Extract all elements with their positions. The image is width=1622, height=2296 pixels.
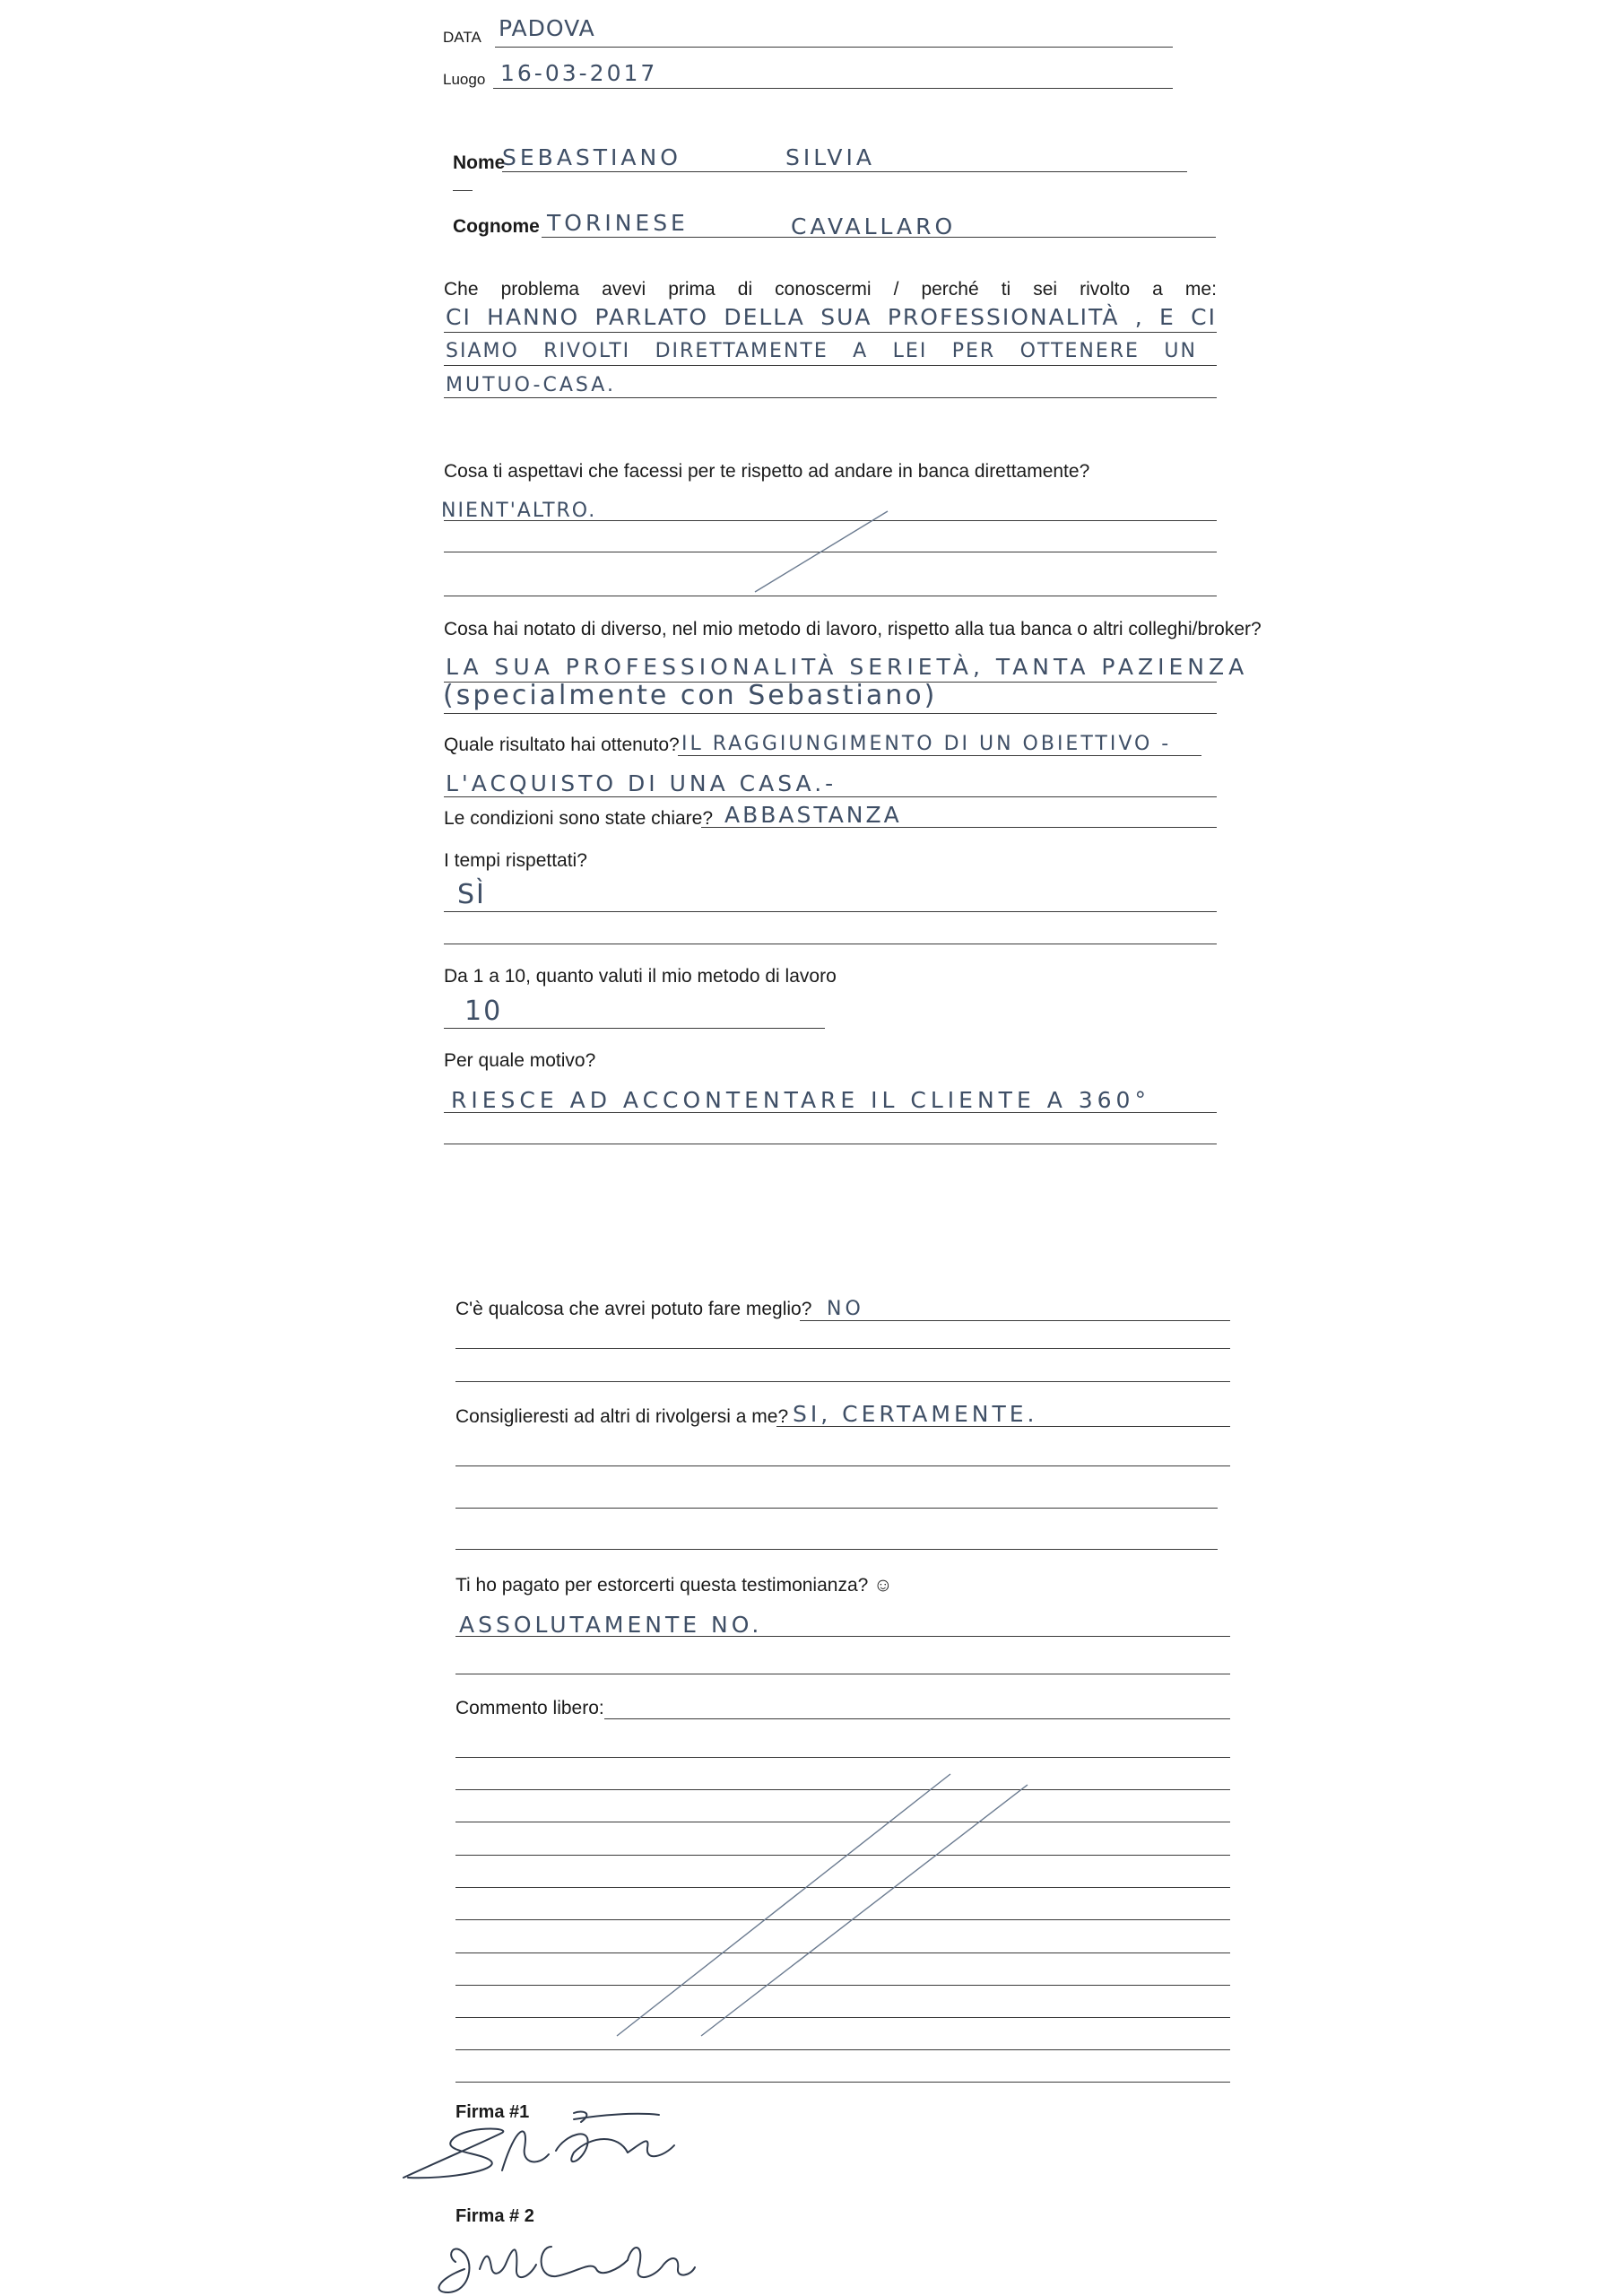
problem-a-word: CI [1191, 304, 1217, 330]
luogo-label: Luogo [443, 71, 486, 88]
cognome-value-1: TORINESE [547, 210, 689, 236]
problem-a-word: , [1134, 304, 1144, 330]
rating-question: Da 1 a 10, quanto valuti il mio metodo di lavoro [444, 966, 837, 987]
nome-value-1: SEBASTIANO [502, 144, 681, 170]
different-answer-2: (specialmente con Sebastiano) [443, 680, 938, 711]
strike-line [617, 1774, 950, 2036]
paid-question: Ti ho pagato per estorcerti questa testimonianza? ☺ [455, 1575, 893, 1596]
problem-a-word: PER [951, 340, 996, 362]
conditions-question: Le condizioni sono state chiare? [444, 808, 714, 829]
result-answer-1: IL RAGGIUNGIMENTO DI UN OBIETTIVO - [681, 733, 1172, 755]
problem-a-word: SIAMO [446, 340, 519, 362]
problem-q-word: ti [1001, 279, 1011, 300]
strike-line [701, 1785, 1028, 2036]
result-question: Quale risultato hai ottenuto? [444, 735, 680, 755]
cognome-label: Cognome [453, 216, 540, 237]
problem-a-word: OTTENERE [1019, 340, 1140, 362]
strike-line [755, 511, 888, 592]
data-label: DATA [443, 29, 481, 46]
problem-a-word: A [853, 340, 869, 362]
expect-answer: NIENT'ALTRO. [441, 500, 597, 522]
problem-a-word: E [1159, 304, 1175, 330]
problem-a-word: SUA [820, 304, 872, 330]
problem-a-word: DELLA [724, 304, 805, 330]
cognome-value-2: CAVALLARO [791, 213, 957, 239]
nome-label: Nome [453, 152, 506, 173]
problem-a-word: PROFESSIONALITÀ [887, 304, 1120, 330]
recommend-answer: SI, CERTAMENTE. [793, 1401, 1038, 1427]
luogo-value: 16-03-2017 [500, 60, 658, 86]
problem-a-word: UN [1164, 340, 1197, 362]
problem-q-word: perché [921, 279, 979, 300]
problem-q-word: problema [500, 279, 580, 300]
data-value: PADOVA [499, 15, 595, 41]
problem-q-word: Che [444, 279, 479, 300]
expect-question: Cosa ti aspettavi che facessi per te rispetto ad andare in banca direttamente? [444, 461, 1090, 482]
rating-answer: 10 [464, 996, 503, 1027]
comment-label: Commento libero: [455, 1698, 604, 1718]
problem-q-word: a [1152, 279, 1163, 300]
times-answer: SÌ [457, 879, 486, 910]
problem-q-word: prima [668, 279, 716, 300]
problem-q-word: / [893, 279, 899, 300]
better-question: C'è qualcosa che avrei potuto fare meglio? [455, 1299, 812, 1319]
conditions-answer: ABBASTANZA [724, 802, 902, 828]
problem-a-word: PARLATO [594, 304, 709, 330]
problem-q-word: conoscermi [775, 279, 872, 300]
problem-q-word: di [737, 279, 753, 300]
better-answer: NO [827, 1298, 864, 1320]
paid-answer: ASSOLUTAMENTE NO. [459, 1612, 763, 1638]
reason-question: Per quale motivo? [444, 1050, 596, 1071]
problem-a-word: DIRETTAMENTE [655, 340, 828, 362]
problem-a-word: RIVOLTI [543, 340, 631, 362]
signature-1-text: Seb. Torinese [405, 2242, 412, 2243]
problem-q-word: rivolto [1080, 279, 1131, 300]
nome-value-2: SILVIA [785, 144, 876, 170]
times-question: I tempi rispettati? [444, 850, 587, 871]
problem-q-word: me: [1184, 279, 1217, 300]
problem-answer-line-3: MUTUO-CASA. [446, 374, 616, 396]
problem-a-word: HANNO [487, 304, 580, 330]
problem-a-word: LEI [892, 340, 928, 362]
reason-answer: RIESCE AD ACCONTENTARE IL CLIENTE A 360° [451, 1087, 1150, 1113]
recommend-question: Consiglieresti ad altri di rivolgersi a me? [455, 1406, 789, 1427]
problem-q-word: avevi [602, 279, 646, 300]
different-answer-1: LA SUA PROFESSIONALITÀ SERIETÀ, TANTA PAZIENZA [446, 654, 1249, 680]
problem-a-word: CI [446, 304, 472, 330]
result-answer-2: L'ACQUISTO DI UNA CASA.- [446, 770, 837, 796]
different-question: Cosa hai notato di diverso, nel mio metodo di lavoro, rispetto alla tua banca o altri colleghi/broker? [444, 619, 1262, 639]
problem-q-word: sei [1033, 279, 1058, 300]
firma1-label: Firma #1 [455, 2102, 530, 2122]
firma2-label: Firma # 2 [455, 2206, 534, 2226]
